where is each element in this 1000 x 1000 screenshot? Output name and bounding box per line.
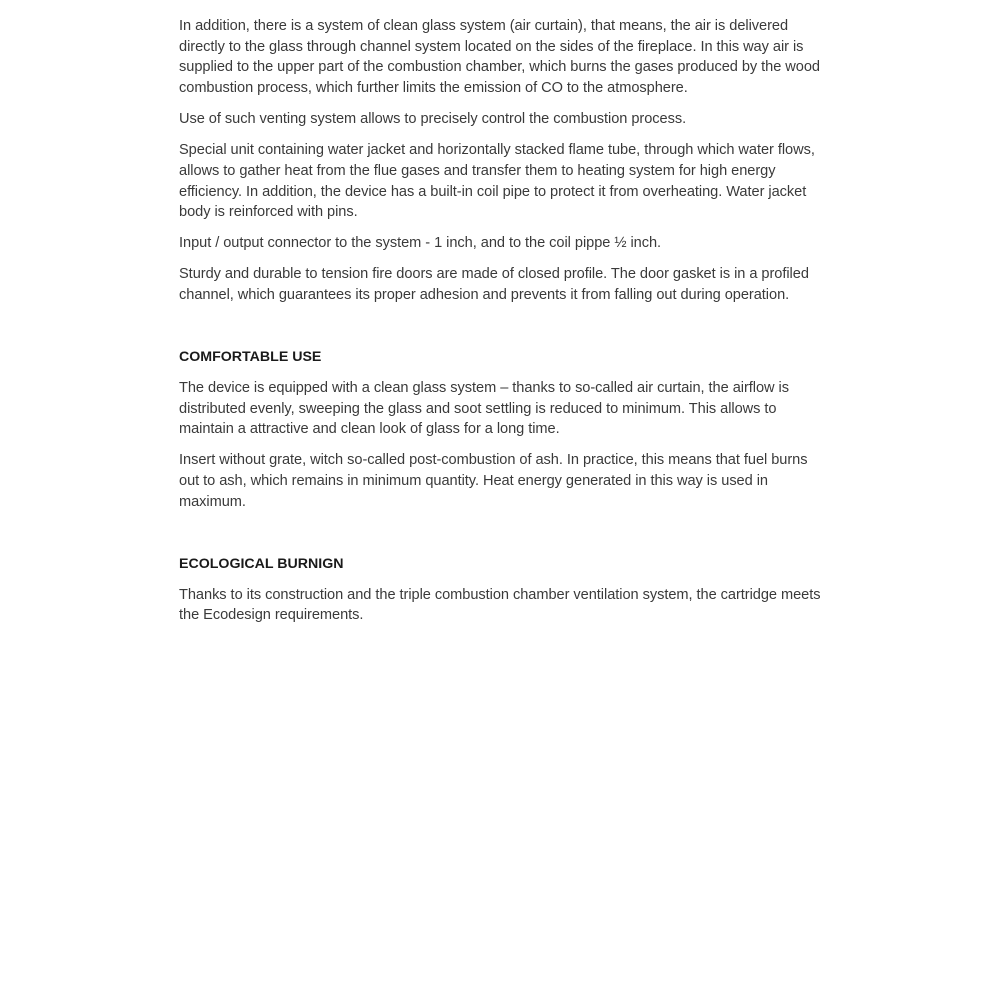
intro-paragraph-fire-doors: Sturdy and durable to tension fire doors are made of closed profile. The door gasket is in a profiled channel, which guarantees its proper adhesion and prevents it from falling out during operation.	[179, 266, 809, 303]
section-heading-comfortable-use: COMFORTABLE USE	[179, 348, 322, 365]
comfortable-use-paragraph-ash: Insert without grate, witch so-called post-combustion of ash. In practice, this means that fuel burns out to ash, which remains in minimum quantity. Heat energy generated in this way is used in maximum.	[179, 452, 808, 510]
intro-paragraph-venting: Use of such venting system allows to precisely control the combustion process.	[179, 111, 687, 128]
intro-paragraph-air-curtain: In addition, there is a system of clean glass system (air curtain), that means, the air is delivered directly to the glass through channel system located on the sides of the fireplace. In this way air is supplied to the upper part of the combustion chamber, which burns the gases produced by the wood combustion process, which further limits the emission of CO to the atmosphere.	[179, 18, 820, 97]
intro-paragraph-connector: Input / output connector to the system - 1 inch, and to the coil pippe ½ inch.	[179, 235, 662, 252]
intro-paragraph-water-jacket: Special unit containing water jacket and horizontally stacked flame tube, through which water flows, allows to gather heat from the flue gases and transfer them to heating system for high energy efficiency. In addition, the device has a built-in coil pipe to protect it from overheating. Water jacket body is reinforced with pins.	[179, 142, 815, 221]
comfortable-use-paragraph-clean-glass: The device is equipped with a clean glass system – thanks to so-called air curtain, the airflow is distributed evenly, sweeping the glass and soot settling is reduced to minimum. This allows to maintain a attractive and clean look of glass for a long time.	[179, 379, 789, 438]
section-spacer	[179, 316, 824, 347]
section-spacer	[179, 523, 824, 554]
document-body	[179, 16, 824, 636]
ecological-paragraph-ecodesign: Thanks to its construction and the triple combustion chamber ventilation system, the cartridge meets the Ecodesign requirements.	[179, 586, 821, 624]
section-heading-ecological: ECOLOGICAL BURNIGN	[179, 555, 344, 572]
